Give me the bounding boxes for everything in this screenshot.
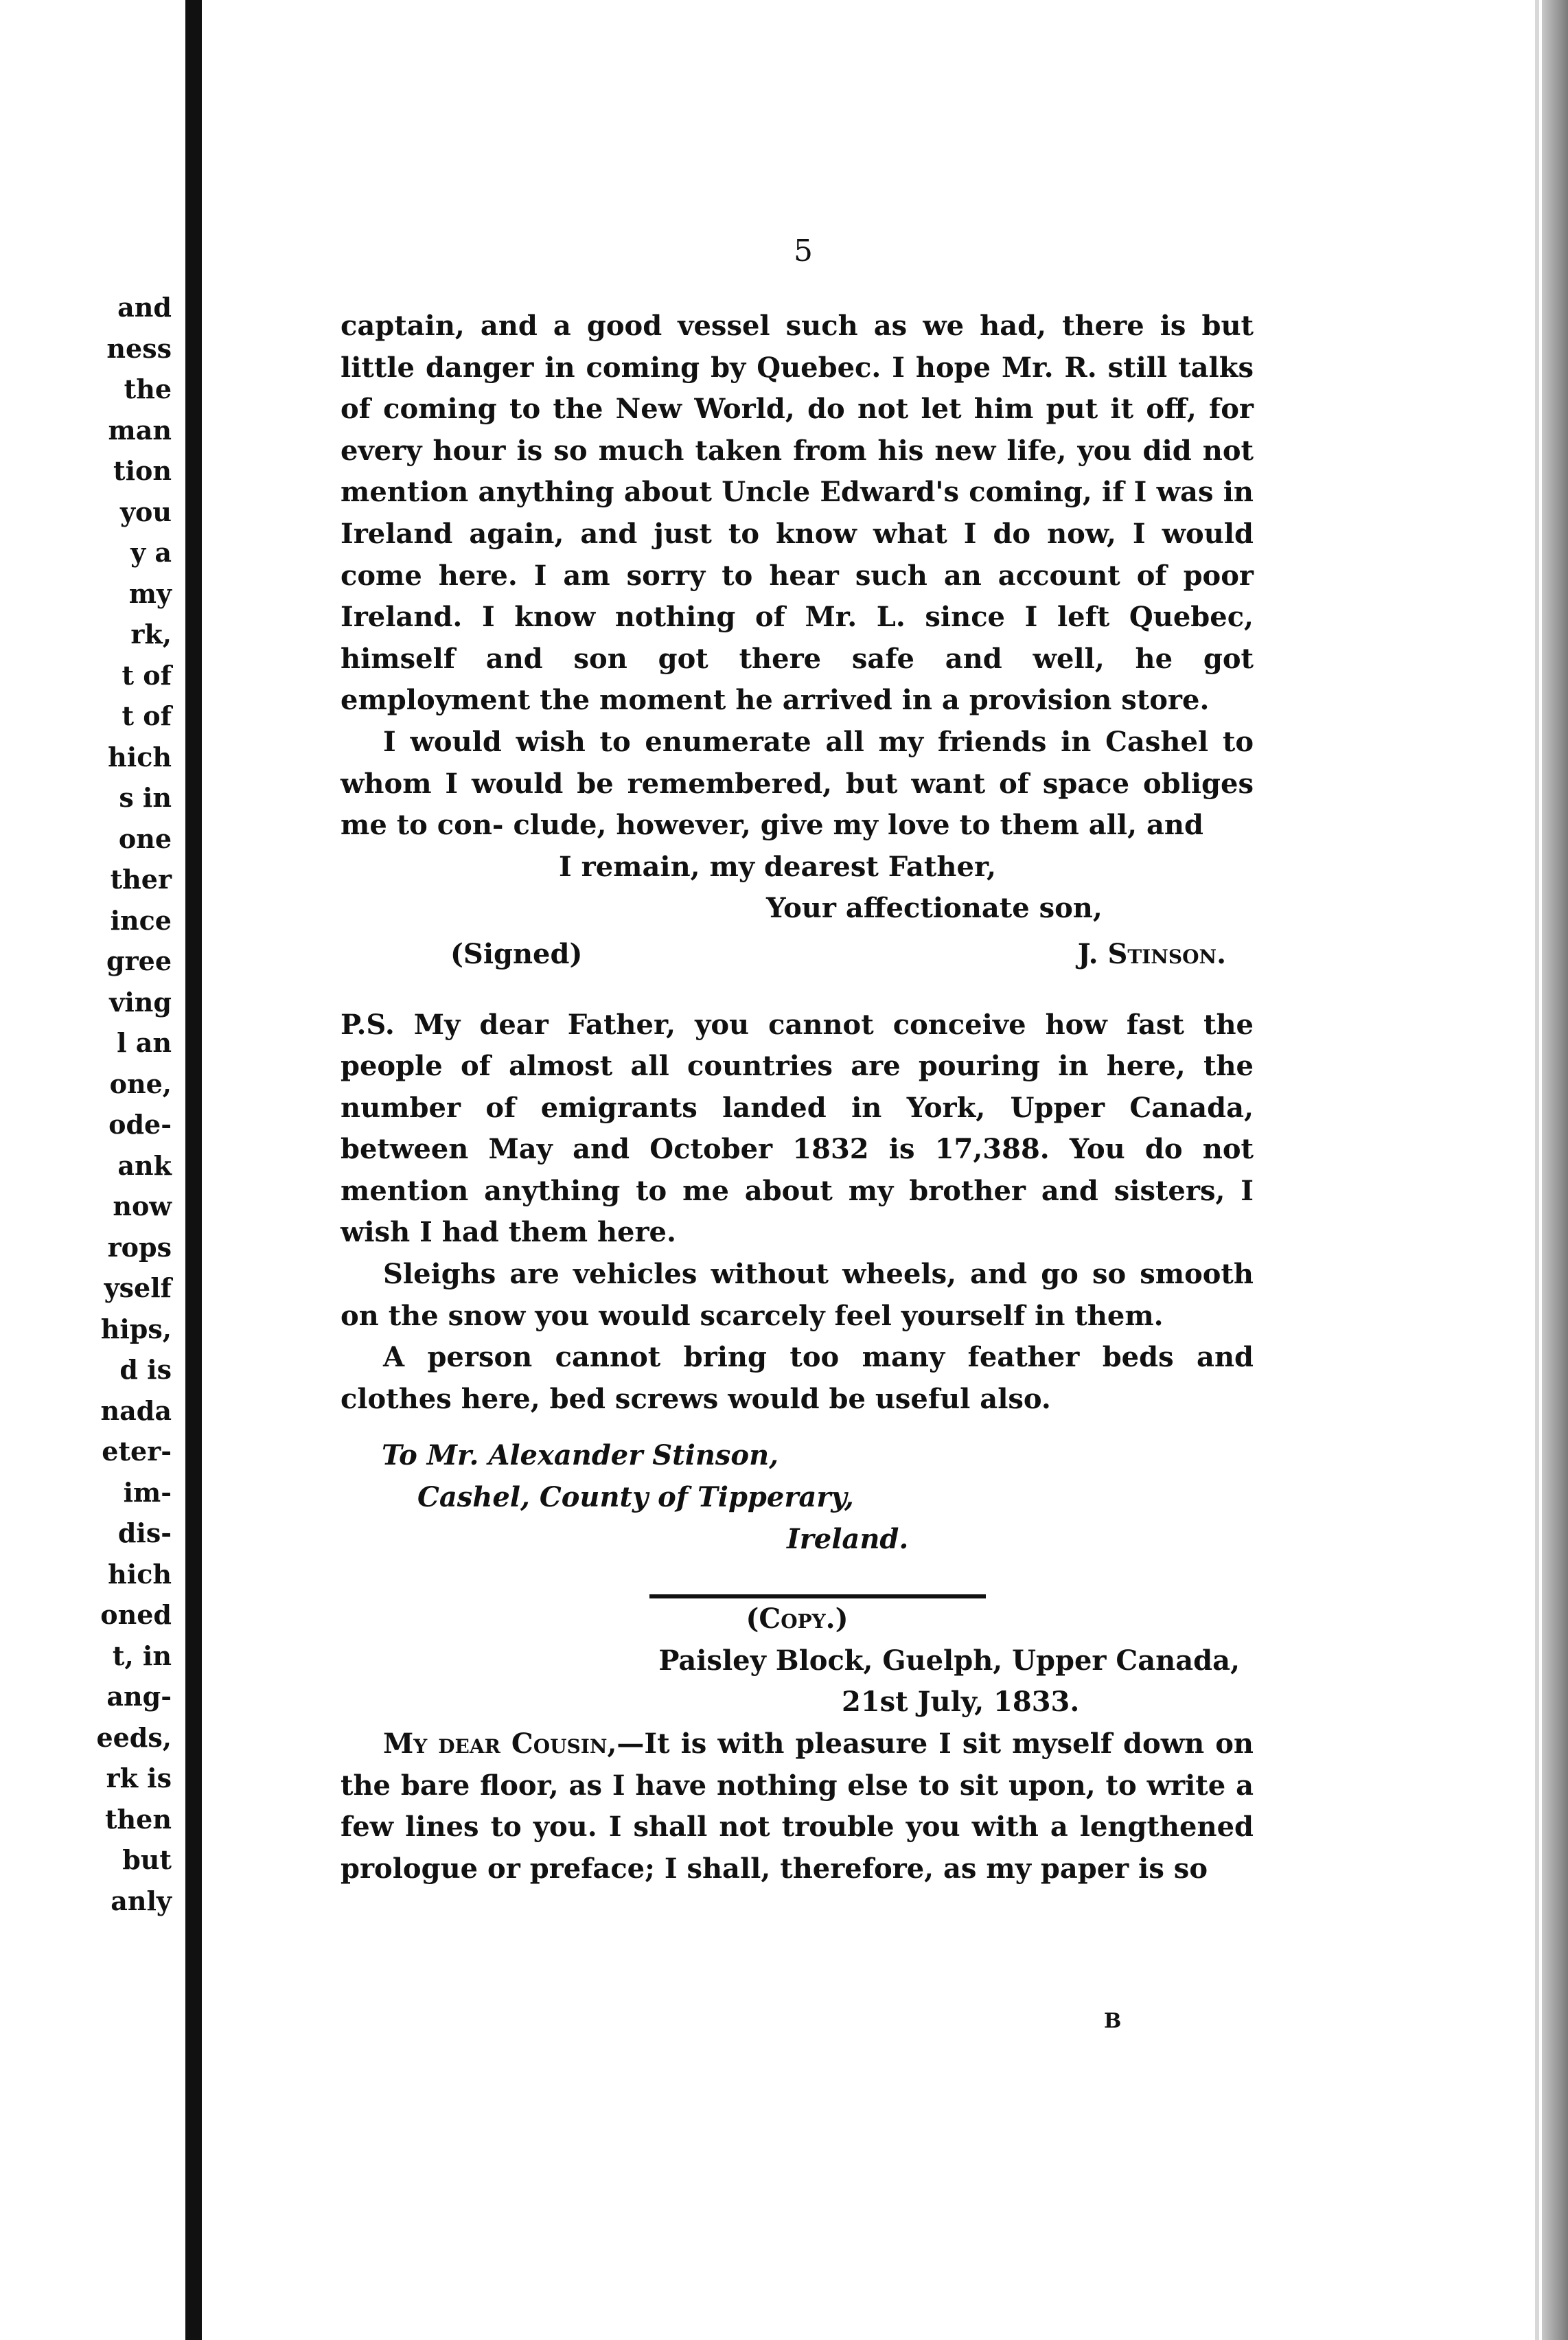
signer-initial: J. — [1077, 937, 1098, 970]
valediction: Your affectionate son, — [766, 892, 1103, 925]
previous-page-text-fragments — [96, 287, 172, 1921]
fragment-line: d is — [119, 1354, 172, 1385]
salutation: My dear Cousin, — [383, 1728, 617, 1760]
letter-continuation — [341, 306, 1254, 722]
page-number: 5 — [794, 233, 813, 268]
text-line: coming to the New World, do not let him put it off, for every — [341, 393, 1254, 467]
fragment-line: yself — [104, 1272, 172, 1303]
fragment-line: then — [105, 1803, 172, 1835]
text-line: there safe and well, he got employment the moment he arrived — [341, 642, 1254, 717]
text-line: October 1832 is 17,388. You do not mention anything to me — [341, 1133, 1254, 1207]
fragment-line: hips, — [100, 1313, 172, 1344]
text-line: in a provision store. — [901, 684, 1210, 717]
fragment-line: ode- — [108, 1109, 172, 1140]
signature-row — [341, 934, 1254, 976]
address-county: Cashel, County of Tipperary, — [417, 1481, 854, 1514]
previous-page-edge — [0, 0, 185, 2340]
beds-paragraph — [341, 1337, 1254, 1420]
text-line: A person cannot bring too many feather beds and clothes — [341, 1341, 1254, 1415]
text-line: anything about Uncle Edward's coming, if I was in Ireland — [341, 476, 1254, 550]
second-letter-opening — [341, 1723, 1254, 1890]
fragment-line: tion — [113, 455, 172, 486]
page-body — [341, 306, 1254, 1890]
fragment-line: ving — [109, 986, 172, 1018]
signed-label: (Signed) — [450, 937, 583, 970]
fragment-line: dis- — [117, 1517, 172, 1548]
text-line: here, bed screws would be useful also. — [461, 1382, 1051, 1415]
text-line: captain, and a good vessel such as we had, there is but little — [341, 310, 1254, 384]
fragment-line: t of — [122, 700, 172, 731]
text-line: a few lines to you. I shall not trouble you with a lengthened — [341, 1769, 1254, 1844]
fragment-line: the — [124, 374, 172, 404]
fragment-line: oned — [100, 1599, 172, 1630]
text-line: P.S. My dear Father, you cannot conceive how fast the — [341, 1008, 1254, 1041]
fragment-line: t of — [122, 659, 172, 691]
postscript — [341, 1005, 1254, 1421]
fragment-line: one, — [109, 1068, 172, 1099]
sleighs-paragraph — [341, 1254, 1254, 1337]
text-line: about my brother and sisters, I wish I had them here. — [341, 1174, 1254, 1249]
remain-line: I remain, my dearest Father, — [559, 850, 997, 883]
fragment-line: t, in — [112, 1640, 172, 1671]
fragment-line: im- — [123, 1476, 172, 1508]
address-country: Ireland. — [787, 1522, 909, 1555]
letter-date: 21st July, 1833. — [842, 1686, 1080, 1719]
address-block — [341, 1435, 1254, 1560]
fragment-line: anly — [111, 1885, 172, 1916]
page-gutter — [185, 0, 202, 2340]
fragment-line: ness — [106, 332, 172, 364]
fragment-line: one — [118, 823, 172, 854]
text-line: I would be remembered, but want of space obliges me to con- — [341, 767, 1254, 842]
fragment-line: ince — [110, 904, 172, 936]
book-edge — [1542, 0, 1568, 2340]
address-recipient: To Mr. Alexander Stinson, — [382, 1439, 779, 1472]
fragment-line: hich — [108, 741, 172, 772]
fragment-line: rk is — [106, 1763, 172, 1793]
fragment-line: and — [117, 292, 172, 323]
fragment-line: hich — [108, 1558, 172, 1590]
text-line: prologue or preface; I shall, therefore, as my paper is so — [341, 1852, 1208, 1885]
text-line: Sleighs are vehicles without wheels, and go so smooth on the — [341, 1258, 1254, 1332]
text-line: —It is with pleasure I sit myself down — [616, 1728, 1205, 1760]
fragment-line: ank — [117, 1149, 172, 1181]
text-line: I am sorry to hear such an account of poor Ireland. I know — [341, 559, 1254, 634]
text-line: on the bare floor, as I have nothing else to sit upon, to write — [341, 1728, 1254, 1802]
fragment-line: my — [128, 577, 172, 609]
text-line: people of almost all countries are pouring in here, the number — [341, 1050, 1254, 1124]
text-line: hour is so much taken from his new life, you did not mention — [341, 434, 1254, 509]
fragment-line: rk, — [130, 619, 172, 650]
text-line: again, and just to know what I do now, I would come here. — [341, 517, 1254, 592]
text-line: snow you would scarcely feel yourself in them. — [448, 1299, 1164, 1332]
fragment-line: rops — [107, 1231, 172, 1263]
copy-heading-text: (Copy.) — [746, 1603, 849, 1636]
printer-signature-mark: B — [1104, 2009, 1122, 2033]
closing-paragraph — [341, 722, 1254, 847]
text-line: nothing of Mr. L. since I left Quebec, himself and son got — [341, 601, 1254, 675]
fragment-line: but — [122, 1844, 172, 1875]
text-line: I would wish to enumerate all my friends in Cashel to whom — [341, 725, 1254, 800]
fragment-line: gree — [106, 945, 172, 976]
signer-surname: Stinson. — [1107, 937, 1226, 970]
letter-place: Paisley Block, Guelph, Upper Canada, — [658, 1644, 1240, 1677]
text-line: clude, however, give my love to them all, and — [513, 809, 1203, 842]
text-line: danger in coming by Quebec. I hope Mr. R. still talks of — [341, 351, 1254, 426]
fragment-line: eeds, — [96, 1721, 172, 1753]
copy-heading — [341, 1598, 1254, 1640]
page-edge-highlight — [1535, 0, 1539, 2340]
fragment-line: s in — [119, 782, 172, 813]
fragment-line: now — [113, 1191, 172, 1221]
fragment-line: you — [119, 496, 172, 527]
text-line: of emigrants landed in York, Upper Canada, between May and — [341, 1091, 1254, 1166]
fragment-line: eter- — [102, 1436, 172, 1467]
fragment-line: y a — [130, 537, 172, 568]
signer-name — [1078, 934, 1226, 976]
ps-paragraph — [341, 1005, 1254, 1254]
fragment-line: ther — [110, 864, 172, 895]
fragment-line: ang- — [106, 1681, 172, 1712]
fragment-line: nada — [100, 1395, 172, 1426]
fragment-line: l an — [117, 1027, 172, 1058]
fragment-line: man — [108, 414, 172, 446]
